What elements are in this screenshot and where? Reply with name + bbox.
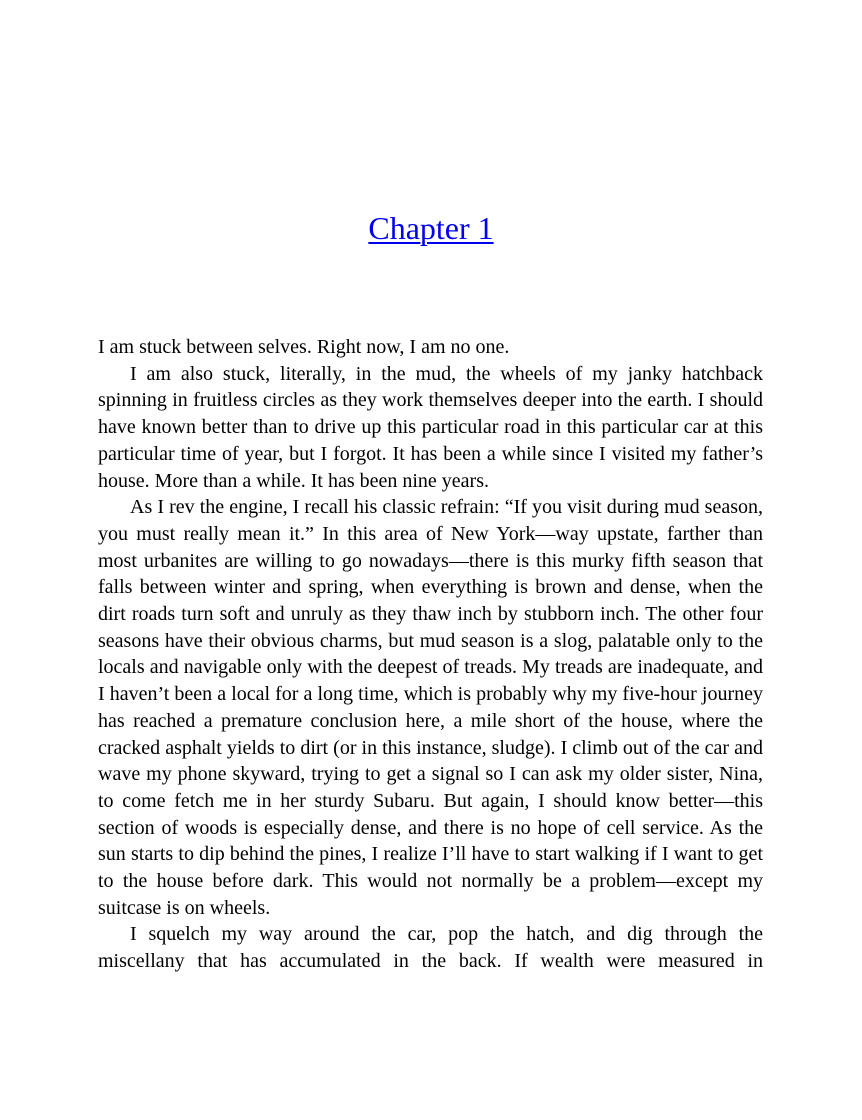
paragraph-2: I am also stuck, literally, in the mud, the wheels of my janky hatchback spinning in fruitless circles as they work themselves deeper into the earth. I should have known better than to drive up this particular road in this particular car at this particular time of year, but I forgot. It has been a while since I visited my father’s house. More than a while. It has been nine years.	[98, 362, 763, 492]
paragraph-4: I squelch my way around the car, pop the hatch, and dig through the miscellany that has accumulated in the back. If wealth were measured in	[98, 923, 763, 973]
chapter-title-link[interactable]: Chapter 1	[368, 210, 494, 246]
paragraph-3: As I rev the engine, I recall his classic refrain: “If you visit during mud season, you must really mean it.” In this area of New York—way upstate, farther than most urbanites are willing to go nowadays—there is this murky fifth season that falls between winter and spring, when everything is brown and dense, when the dirt roads turn soft and unruly as they thaw inch by stubborn inch. The other four seasons have their obvious charms, but mud season is a slog, palatable only to the locals and navigable only with the deepest of treads. My treads are inadequate, and I haven’t been a local for a long time, which is probably why my five-hour journey has reached a premature conclusion here, a mile short of the house, where the cracked asphalt yields to dirt (or in this instance, sludge). I climb out of the car and wave my phone skyward, trying to get a signal so I can ask my older sister, Nina, to come fetch me in her sturdy Subaru. But again, I should know better—this section of woods is especially dense, and there is no hope of cell service. As the sun starts to dip behind the pines, I realize I’ll have to start walking if I want to get to the house before dark. This would not normally be a problem—except my suitcase is on wheels.	[98, 496, 763, 919]
paragraph-1: I am stuck between selves. Right now, I am no one.	[98, 336, 510, 358]
chapter-heading	[0, 206, 862, 250]
chapter-body	[98, 334, 763, 975]
